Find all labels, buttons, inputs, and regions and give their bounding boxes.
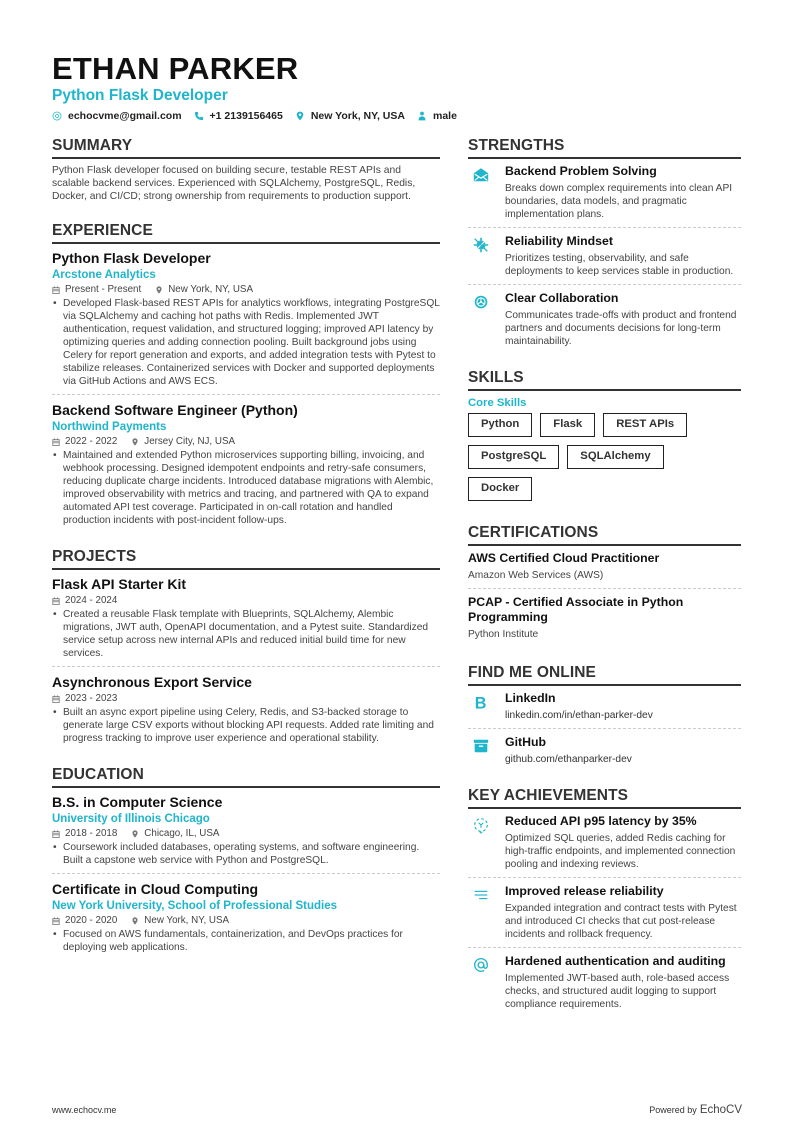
achievement-title: Reduced API p95 latency by 35%	[505, 814, 697, 828]
strength-item	[468, 234, 741, 285]
location-pin-icon	[131, 917, 139, 925]
degree-name: Certificate in Cloud Computing	[52, 881, 259, 897]
section-heading: SKILLS	[468, 368, 741, 391]
project-entry	[52, 575, 440, 667]
at-sign-icon	[468, 954, 505, 1011]
project-name: Flask API Starter Kit	[52, 576, 187, 592]
gear-icon	[468, 291, 505, 348]
contact-email[interactable]	[52, 110, 182, 122]
footer-website[interactable]: www.echocv.me	[52, 1105, 117, 1115]
email-value: echocvme@gmail.com	[68, 110, 182, 122]
cert-title: AWS Certified Cloud Practitioner	[468, 551, 660, 565]
achievement-title: Hardened authentication and auditing	[505, 954, 726, 968]
certification-item	[468, 551, 741, 589]
degree-name: B.S. in Computer Science	[52, 794, 223, 810]
contact-gender	[417, 110, 457, 122]
experience-section	[52, 221, 440, 533]
link-url[interactable]: github.com/ethanparker-dev	[505, 754, 632, 765]
lines-icon	[468, 884, 505, 941]
achievement-item	[468, 954, 741, 1017]
strength-desc: Communicates trade-offs with product and frontend partners and documents decisions for long-term maintainability.	[505, 310, 737, 347]
entry-bullet: • Developed Flask-based REST APIs for analytics workflows, integrating PostgreSQL via SQLAlchemy and caching hot paths with Redis. Implemented JWT authentication, request validation, and structured logging; improved API latency by optimizing queries and adding connection pooling. Built background jobs using Celery for report generation and exports, and added integration tests with Pytest to stabilize releases. Containerized services with Docker and supported deployments via GitHub Actions and AWS ECS.	[53, 298, 440, 387]
calendar-icon	[52, 286, 60, 294]
cert-issuer: Amazon Web Services (AWS)	[468, 570, 604, 581]
certifications-section	[468, 523, 741, 647]
link-label: LinkedIn	[505, 691, 556, 705]
location-pin-icon	[131, 830, 139, 838]
entry-bullet: • Created a reusable Flask template with Blueprints, SQLAlchemy, Alembic migrations, JWT auth, OpenAPI documentation, and a Pytest suite. Standardized service setup across new internal APIs and reduced initial build time for new services.	[53, 609, 429, 659]
school-name: New York University, School of Professional Studies	[52, 900, 338, 912]
job-role: Backend Software Engineer (Python)	[52, 402, 298, 418]
section-heading: KEY ACHIEVEMENTS	[468, 786, 741, 809]
contact-phone[interactable]	[194, 110, 283, 122]
right-column	[468, 136, 741, 1031]
section-heading: FIND ME ONLINE	[468, 663, 741, 686]
entry-dates: 2020 - 2020	[65, 915, 118, 926]
resume-header	[52, 52, 752, 122]
entry-dates: Present - Present	[65, 284, 142, 295]
contact-location	[295, 110, 405, 122]
project-name: Asynchronous Export Service	[52, 674, 252, 690]
summary-text: Python Flask developer focused on building secure, testable REST APIs and scalable backend services. Experienced with SQLAlchemy, PostgreSQL, Redis, Docker, and CI/CD; strong ownership from requirements to production support.	[52, 165, 416, 202]
candidate-title: Python Flask Developer	[52, 87, 228, 104]
user-icon	[417, 111, 427, 121]
location-pin-icon	[131, 438, 139, 446]
achievement-desc: Implemented JWT-based auth, role-based access checks, and structured audit logging to support compliance requirements.	[505, 973, 730, 1010]
entry-bullet: • Maintained and extended Python microservices supporting billing, invoicing, and webhook processing. Designed idempotent endpoints and retry-safe consumers, reducing duplicate charge incidents. Introduced database migrations with Alembic, improved observability with metrics and tracing, and partnered with QA to expand automated API test coverage. Participated in on-call rotation and handled production incidents with post-incident follow-ups.	[53, 450, 434, 526]
at-icon	[52, 111, 62, 121]
calendar-icon	[52, 597, 60, 605]
location-icon	[295, 111, 305, 121]
calendar-icon	[52, 917, 60, 925]
project-entry	[52, 673, 440, 751]
section-heading: SUMMARY	[52, 136, 440, 159]
cert-issuer: Python Institute	[468, 629, 539, 640]
focus-target-icon	[468, 814, 505, 871]
strength-item	[468, 291, 741, 354]
section-heading: EXPERIENCE	[52, 221, 440, 244]
location-value: New York, NY, USA	[310, 110, 405, 122]
section-heading: STRENGTHS	[468, 136, 741, 159]
experience-entry	[52, 401, 440, 533]
section-heading: EDUCATION	[52, 765, 440, 788]
entry-bullet: • Focused on AWS fundamentals, containerization, and DevOps practices for deploying web applications.	[53, 929, 403, 953]
powered-by-label: Powered by	[649, 1105, 697, 1115]
online-section	[468, 663, 741, 772]
footer-powered	[649, 1104, 742, 1116]
brand-logo[interactable]: EchoCV	[699, 1104, 742, 1116]
calendar-icon	[52, 830, 60, 838]
entry-meta	[52, 594, 440, 607]
gender-value: male	[432, 110, 457, 122]
cert-title: PCAP - Certified Associate in Python Programming	[468, 595, 684, 624]
strength-title: Clear Collaboration	[505, 291, 619, 305]
skill-tag: Flask	[540, 413, 595, 437]
phone-value: +1 2139156465	[209, 110, 283, 122]
skill-tag: REST APIs	[603, 413, 687, 437]
strength-item	[468, 164, 741, 228]
candidate-name: ETHAN PARKER	[52, 51, 299, 86]
skill-tag: PostgreSQL	[468, 445, 559, 469]
achievement-item	[468, 884, 741, 948]
summary-section	[52, 136, 440, 203]
certification-item	[468, 595, 741, 647]
svg-text:B: B	[474, 694, 487, 711]
strength-title: Reliability Mindset	[505, 234, 613, 248]
achievement-item	[468, 814, 741, 878]
entry-meta	[52, 283, 440, 296]
skill-tags	[468, 413, 741, 509]
entry-dates: 2022 - 2022	[65, 436, 118, 447]
letter-b-icon	[468, 691, 505, 722]
page-footer	[52, 1104, 742, 1116]
entry-location: Jersey City, NJ, USA	[144, 436, 236, 447]
entry-dates: 2018 - 2018	[65, 828, 118, 839]
school-name: University of Illinois Chicago	[52, 813, 210, 825]
entry-location: Chicago, IL, USA	[144, 828, 220, 839]
calendar-icon	[52, 695, 60, 703]
calendar-icon	[52, 438, 60, 446]
entry-location: New York, NY, USA	[168, 284, 253, 295]
skill-tag: Python	[468, 413, 532, 437]
entry-bullet: • Coursework included databases, operating systems, and software engineering. Built a capstone web service with Python and PostgreSQL.	[53, 842, 420, 866]
projects-section	[52, 547, 440, 751]
contact-info	[52, 110, 752, 122]
left-column	[52, 136, 440, 974]
skill-tag: Docker	[468, 477, 532, 501]
compress-arrows-icon	[468, 234, 505, 278]
achievement-desc: Expanded integration and contract tests with Pytest and introduced CI checks that cut post-release incidents and rollback frequency.	[505, 903, 737, 940]
entry-meta	[52, 435, 440, 448]
entry-bullet: • Built an async export pipeline using Celery, Redis, and S3-backed storage to generate large CSV exports without blocking API requests. Added rate limiting and progress tracking to improve user experience and operational stability.	[53, 707, 434, 744]
achievement-desc: Optimized SQL queries, added Redis caching for high-traffic endpoints, and implemented connection pooling and indexing reviews.	[505, 833, 736, 870]
entry-dates: 2023 - 2023	[65, 693, 118, 704]
online-link[interactable]	[468, 691, 741, 729]
skill-tag: SQLAlchemy	[567, 445, 663, 469]
skill-category: Core Skills	[468, 397, 527, 409]
section-heading: PROJECTS	[52, 547, 440, 570]
envelope-open-icon	[468, 164, 505, 221]
location-pin-icon	[155, 286, 163, 294]
experience-entry	[52, 249, 440, 395]
entry-meta	[52, 914, 440, 927]
entry-dates: 2024 - 2024	[65, 595, 118, 606]
company-name: Arcstone Analytics	[52, 269, 156, 281]
achievements-section	[468, 786, 741, 1017]
achievement-title: Improved release reliability	[505, 884, 664, 898]
archive-box-icon	[468, 735, 505, 766]
education-section	[52, 765, 440, 960]
online-link[interactable]	[468, 735, 741, 772]
entry-meta	[52, 827, 440, 840]
education-entry	[52, 880, 440, 960]
entry-meta	[52, 692, 440, 705]
phone-icon	[194, 111, 204, 121]
skills-section	[468, 368, 741, 509]
job-role: Python Flask Developer	[52, 250, 211, 266]
strength-desc: Breaks down complex requirements into clean API boundaries, data models, and pragmatic implementation plans.	[505, 183, 733, 220]
company-name: Northwind Payments	[52, 421, 167, 433]
link-label: GitHub	[505, 735, 546, 749]
strengths-section	[468, 136, 741, 354]
entry-location: New York, NY, USA	[144, 915, 230, 926]
section-heading: CERTIFICATIONS	[468, 523, 741, 546]
strength-title: Backend Problem Solving	[505, 164, 657, 178]
education-entry	[52, 793, 440, 874]
link-url[interactable]: linkedin.com/in/ethan-parker-dev	[505, 710, 653, 721]
strength-desc: Prioritizes testing, observability, and safe deployments to keep services stable in production.	[505, 253, 734, 277]
